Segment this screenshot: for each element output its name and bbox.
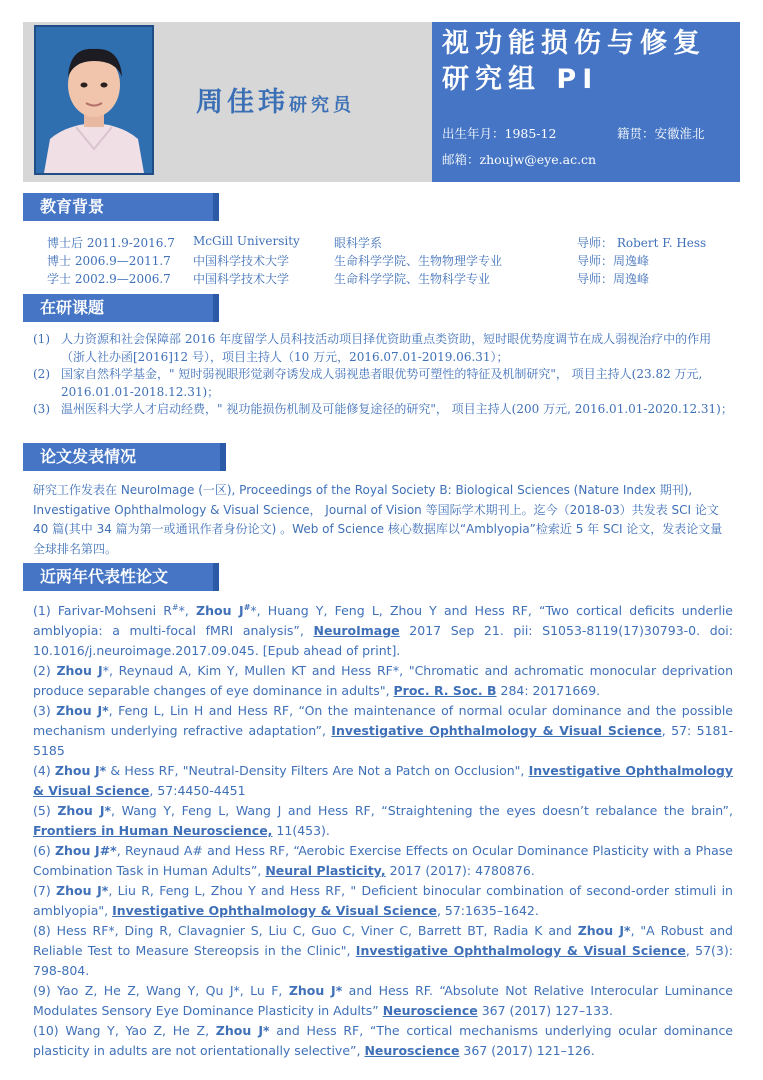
paper-list: [33, 598, 733, 1061]
project-text: 人力资源和社会保障部 2016 年度留学人员科技活动项目择优资助重点类资助，短时眼优势度调节在成人弱视治疗中的作用 （浙人社办函[2016]12 号），项目主持人（10 万元，2016.07.01-2019.06.31）；: [61, 332, 712, 364]
section-projects: 在研课题: [23, 294, 213, 322]
education-school: 中国科学技术大学: [193, 254, 290, 268]
paper-author: Zhou J*: [577, 923, 631, 939]
paper-entry: (6) Zhou J#*, Reynaud A# and Hess RF, “Aerobic Exercise Effects on Ocular Dominance Plasticity with a Phase Combination Task in Human Adults”, Neural Plasticity, 2017 (2017): 4780876.: [33, 843, 733, 879]
paper-entry: (1) Farivar-Mohseni R#*, Zhou J#*, Huang Y, Feng L, Zhou Y and Hess RF, “Two cortical deficits underlie amblyopia: a multi-focal fMRI analysis”, NeuroImage 2017 Sep 21. pii: S1053-8119(17)30793-0. doi: 10.1016/j.neuroimage.2017.09.045. [Epub ahead of print].: [33, 603, 733, 659]
paper-entry: (8) Hess RF*, Ding R, Clavagnier S, Liu C, Guo C, Viner C, Barrett BT, Radia K and Zhou J*, "A Robust and Reliable Test to Measure Stereopsis in the Clinic", Investigative Ophthalmology & Visual Science, 57(3): 798-804.: [33, 923, 733, 979]
project-number: (2): [33, 367, 50, 381]
paper-entry: (4) Zhou J* & Hess RF, "Neutral-Density Filters Are Not a Patch on Occlusion", Investigative Ophthalmology & Visual Science, 57:4450-4451: [33, 763, 733, 799]
project-text: 温州医科大学人才启动经费，" 视功能损伤机制及可能修复途径的研究"， 项目主持人(200 万元, 2016.01.01-2020.12.31)；: [61, 402, 733, 416]
group-title: 视功能损伤与修复研究组 PI: [442, 28, 706, 95]
paper-author: Zhou J#: [196, 603, 251, 619]
paper-author: Zhou J*: [288, 983, 343, 999]
section-publications: 论文发表情况: [23, 443, 220, 471]
paper-entry: (7) Zhou J*, Liu R, Feng L, Zhou Y and Hess RF, " Deficient binocular combination of second-order stimuli in amblyopia", Investigative Ophthalmology & Visual Science, 57:1635–1642.: [33, 883, 733, 919]
paper-journal[interactable]: Neuroscience: [364, 1043, 460, 1059]
paper-entry: (2) Zhou J*, Reynaud A, Kim Y, Mullen KT and Hess RF*, "Chromatic and achromatic monocular deprivation produce separable changes of eye dominance in adults", Proc. R. Soc. B 284: 20171669.: [33, 663, 733, 699]
paper-journal[interactable]: Investigative Ophthalmology & Visual Science: [331, 723, 662, 739]
paper-author: Zhou J*: [215, 1023, 270, 1039]
paper-entry: (10) Wang Y, Yao Z, He Z, Zhou J* and Hess RF, “The cortical mechanisms underlying ocular dominance plasticity in adults are not orientationally selective”, Neuroscience 367 (2017) 121–126.: [33, 1023, 734, 1059]
paper-author: Zhou J*: [57, 803, 112, 819]
education-advisor: 导师：周逸峰: [577, 254, 650, 268]
project-item: [33, 366, 733, 401]
education-school: 中国科学技术大学: [193, 272, 290, 286]
paper-journal[interactable]: Neuroscience: [382, 1003, 478, 1019]
paper-entry: (9) Yao Z, He Z, Wang Y, Qu J*, Lu F, Zhou J* and Hess RF. “Absolute Not Relative Interocular Luminance Modulates Sensory Eye Dominance Plasticity in Adults” Neuroscience 367 (2017) 127–133.: [33, 983, 733, 1019]
paper-author: Zhou J*: [54, 763, 107, 779]
paper-journal[interactable]: Investigative Ophthalmology & Visual Science: [33, 763, 733, 799]
education-degree: 博士后 2011.9-2016.7: [47, 236, 175, 250]
name-text: 周佳玮: [196, 87, 289, 118]
education-advisor: 导师：周逸峰: [577, 272, 650, 286]
publication-summary: 研究工作发表在 NeuroImage (一区), Proceedings of the Royal Society B: Biological Sciences (Nature Index 期刊), Investigative Ophthalmology & Visual Science， Journal of Vision 等国际学术期刊上。迄今（2018-03）共发表 SCI 论文 40 篇(其中 34 篇为第一或通讯作者身份论文) 。Web of Science 核心数据库以“Amblyopia”检索近 5 年 SCI 论文，发表论文量全球排名第四。: [33, 483, 723, 556]
education-degree: 博士 2006.9—2011.7: [47, 254, 171, 268]
project-item: [33, 331, 733, 366]
paper-entry: (5) Zhou J*, Wang Y, Feng L, Wang J and Hess RF, “Straightening the eyes doesn’t rebalance the brain”, Frontiers in Human Neuroscience, 11(453).: [33, 803, 733, 839]
paper-author: Zhou J#*: [54, 843, 117, 859]
paper-journal[interactable]: Proc. R. Soc. B: [393, 683, 497, 699]
birth-info: 出生年月：1985-12: [442, 126, 557, 141]
email-info[interactable]: 邮箱：zhoujw@eye.ac.cn: [442, 152, 597, 167]
education-major: 生命科学学院、生物物理学专业: [334, 254, 503, 268]
paper-journal[interactable]: Neural Plasticity,: [265, 863, 386, 879]
paper-journal[interactable]: Investigative Ophthalmology & Visual Science: [355, 943, 686, 959]
native-place-info: 籍贯：安徽淮北: [617, 126, 705, 141]
paper-author: Zhou J*: [56, 883, 109, 899]
section-education: 教育背景: [23, 193, 213, 221]
education-advisor: 导师： Robert F. Hess: [577, 236, 707, 250]
paper-journal[interactable]: Investigative Ophthalmology & Visual Science: [112, 903, 437, 919]
paper-journal[interactable]: Frontiers in Human Neuroscience,: [33, 823, 273, 839]
paper-author: Zhou J: [56, 663, 103, 679]
paper-author: Zhou J*: [56, 703, 109, 719]
education-school: McGill University: [193, 234, 300, 248]
education-degree: 学士 2002.9—2006.7: [47, 272, 171, 286]
project-number: (1): [33, 332, 50, 346]
profile-photo: [34, 25, 154, 175]
education-major: 生命科学学院、生物科学专业: [334, 272, 491, 286]
section-representative: 近两年代表性论文: [23, 563, 213, 591]
project-number: (3): [33, 402, 50, 416]
education-major: 眼科学系: [334, 236, 383, 250]
person-name: [196, 80, 355, 119]
paper-entry: (3) Zhou J*, Feng L, Lin H and Hess RF, “On the maintenance of normal ocular dominance and the possible mechanism underlying refractive adaptation”, Investigative Ophthalmology & Visual Science, 57: 5181-5185: [33, 703, 733, 759]
paper-journal[interactable]: NeuroImage: [313, 623, 400, 639]
job-title: 研究员: [289, 95, 355, 116]
project-text: 国家自然科学基金，" 短时弱视眼形觉剥夺诱发成人弱视患者眼优势可塑性的特征及机制研究"， 项目主持人(23.82 万元, 2016.01.01-2018.12.31)；: [61, 367, 703, 399]
project-item: [33, 401, 733, 419]
